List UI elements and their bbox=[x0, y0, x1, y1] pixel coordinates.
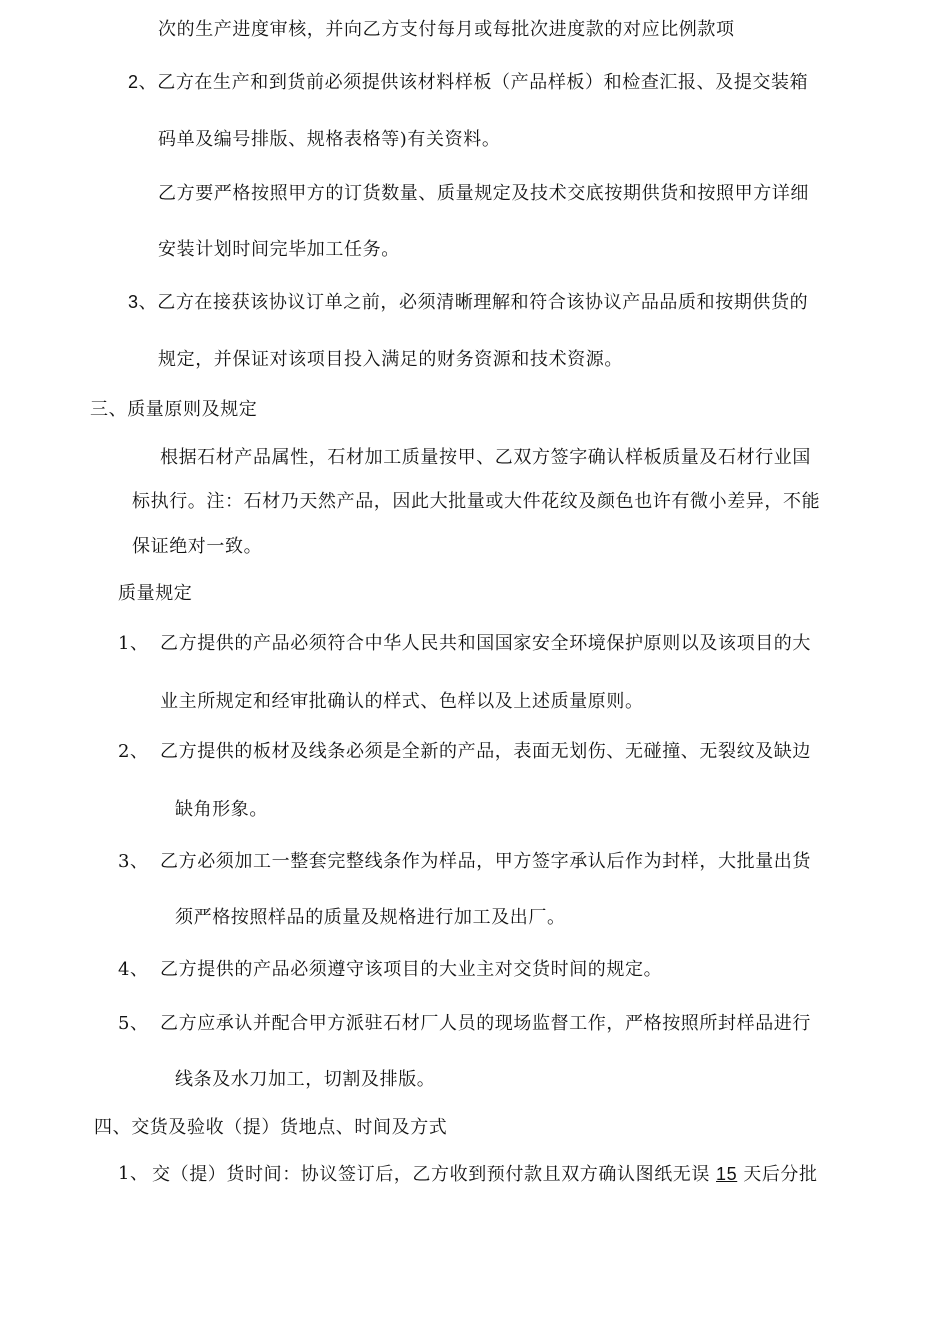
subheading: 质量规定 bbox=[118, 583, 193, 604]
item-number: 1、 bbox=[118, 1163, 149, 1184]
paragraph-line: 标执行。注：石材乃天然产品，因此大批量或大件花纹及颜色也许有微小差异，不能 bbox=[132, 491, 821, 512]
paragraph-line: 保证绝对一致。 bbox=[132, 536, 263, 557]
list-item bbox=[128, 70, 808, 95]
item-number: 1、 bbox=[118, 633, 149, 654]
item-text-suffix: 天后分批 bbox=[743, 1164, 818, 1185]
item-text: 乙方提供的产品必须符合中华人民共和国国家安全环境保护原则以及该项目的大 bbox=[160, 633, 811, 654]
item-number: 2 bbox=[128, 72, 139, 92]
section-heading: 三、质量原则及规定 bbox=[90, 399, 258, 420]
item-text: 乙方提供的产品必须遵守该项目的大业主对交货时间的规定。 bbox=[160, 959, 663, 980]
delivery-days-value: 15 bbox=[716, 1164, 738, 1184]
item-text: 业主所规定和经审批确认的样式、色样以及上述质量原则。 bbox=[160, 691, 644, 712]
item-text: 须严格按照样品的质量及规格进行加工及出厂。 bbox=[175, 907, 566, 928]
paragraph-line: 规定，并保证对该项目投入满足的财务资源和技术资源。 bbox=[158, 349, 623, 370]
paragraph-line: 码单及编号排版、规格表格等)有关资料。 bbox=[158, 129, 501, 150]
section-heading: 四、交货及验收（提）货地点、时间及方式 bbox=[94, 1117, 448, 1138]
item-text: 乙方提供的板材及线条必须是全新的产品，表面无划伤、无碰撞、无裂纹及缺边 bbox=[160, 741, 811, 762]
item-number: 3、 bbox=[118, 851, 149, 872]
item-number: 2、 bbox=[118, 741, 149, 762]
item-text: 乙方必须加工一整套完整线条作为样品，甲方签字承认后作为封样，大批量出货 bbox=[160, 851, 811, 872]
item-text: 、乙方在生产和到货前必须提供该材料样板（产品样板）和检查汇报、及提交装箱 bbox=[138, 72, 809, 93]
list-item bbox=[128, 290, 808, 315]
item-text: 线条及水刀加工，切割及排版。 bbox=[175, 1069, 436, 1090]
item-number: 4、 bbox=[118, 959, 149, 980]
paragraph-line: 安装计划时间完毕加工任务。 bbox=[158, 239, 400, 260]
item-text bbox=[152, 1162, 818, 1187]
item-number: 3 bbox=[128, 292, 139, 312]
item-text: 、乙方在接获该协议订单之前，必须清晰理解和符合该协议产品品质和按期供货的 bbox=[138, 292, 809, 313]
paragraph-line: 次的生产进度审核，并向乙方支付每月或每批次进度款的对应比例款项 bbox=[158, 19, 735, 40]
item-number: 5、 bbox=[118, 1013, 149, 1034]
item-text: 乙方应承认并配合甲方派驻石材厂人员的现场监督工作，严格按照所封样品进行 bbox=[160, 1013, 811, 1034]
item-text: 缺角形象。 bbox=[175, 799, 268, 820]
paragraph-line: 乙方要严格按照甲方的订货数量、质量规定及技术交底按期供货和按照甲方详细 bbox=[158, 183, 809, 204]
item-text-prefix: 交（提）货时间：协议签订后，乙方收到预付款且双方确认图纸无误 bbox=[152, 1164, 710, 1185]
paragraph-line: 根据石材产品属性，石材加工质量按甲、乙双方签字确认样板质量及石材行业国 bbox=[160, 447, 811, 468]
